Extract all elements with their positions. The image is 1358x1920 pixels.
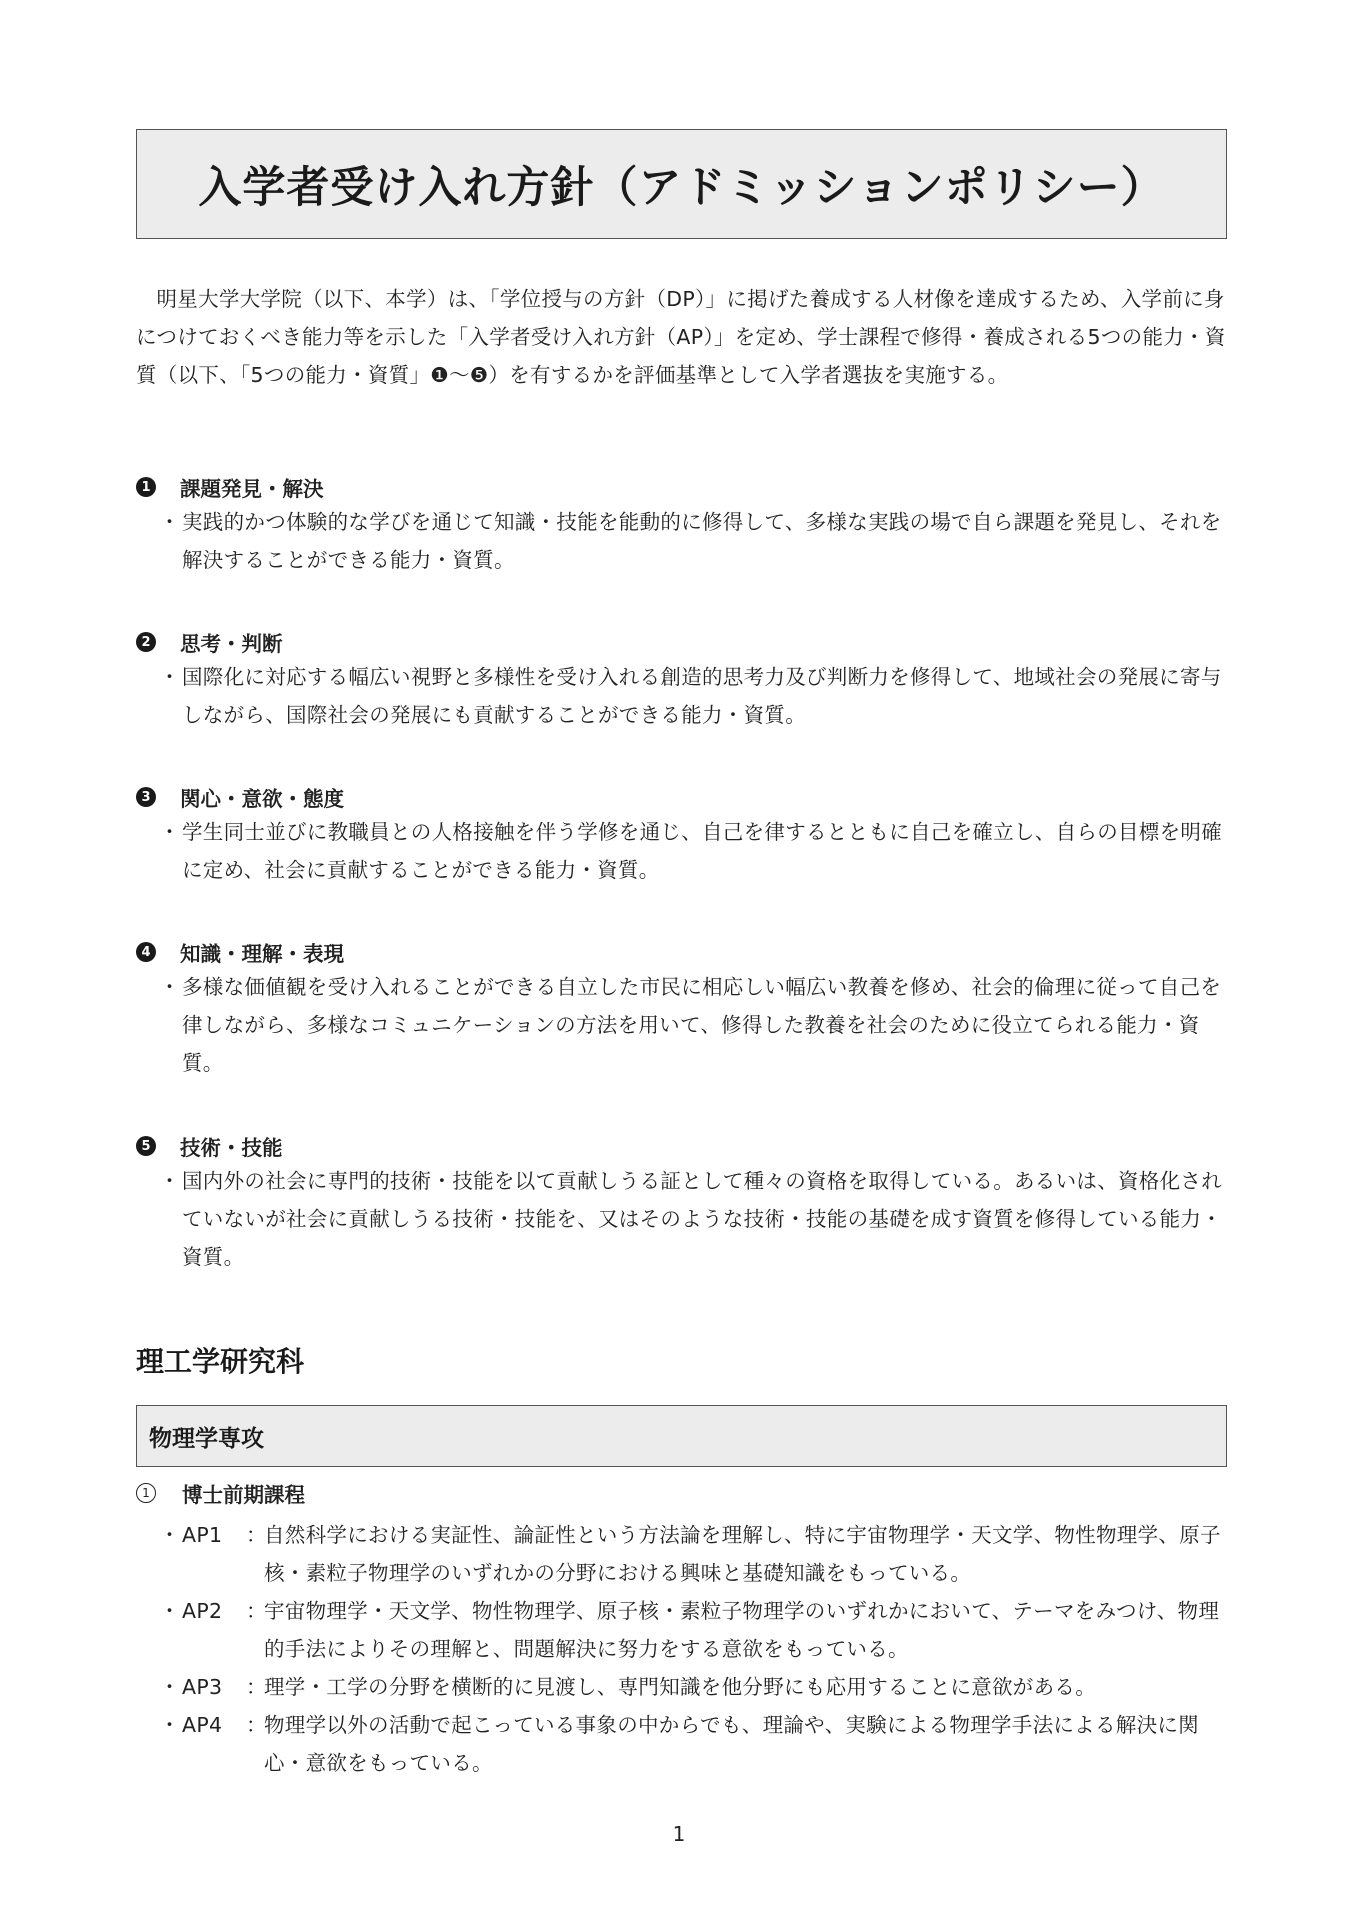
bullet: ・ [159, 1523, 180, 1547]
ap-text: 理学・工学の分野を横断的に見渡し、専門知識を他分野にも応用することに意欲がある。 [264, 1675, 1096, 1699]
bullet: ・ [159, 1599, 180, 1623]
ability-item [136, 627, 1229, 734]
ability-number-icon: 5 [136, 1136, 156, 1156]
ability-item [136, 472, 1229, 579]
ap-colon: ： [246, 1599, 267, 1623]
ability-title: 課題発見・解決 [180, 477, 324, 501]
ability-title: 思考・判断 [180, 632, 283, 656]
course-number-icon: 1 [136, 1483, 156, 1503]
ability-number-icon: 3 [136, 787, 156, 807]
ap-colon: ： [246, 1713, 267, 1737]
course-title: 博士前期課程 [182, 1483, 305, 1507]
ability-title: 知識・理解・表現 [180, 942, 344, 966]
ability-heading [136, 782, 1229, 812]
ability-title: 技術・技能 [180, 1136, 283, 1160]
ap-label: AP3 [182, 1675, 223, 1699]
bullet: ・ [159, 1675, 180, 1699]
section-title: 理工学研究科 [136, 1345, 305, 1378]
page-number: 1 [672, 1822, 686, 1846]
ability-description: 多様な価値観を受け入れることができる自立した市民に相応しい幅広い教養を修め、社会的倫理に従って自己を律しながら、多様なコミュニケーションの方法を用いて、修得した教養を社会のために役立てられる能力・資質。 [182, 975, 1222, 1075]
ap-label: AP2 [182, 1599, 223, 1623]
ability-description: 学生同士並びに教職員との人格接触を伴う学修を通じ、自己を律するとともに自己を確立し、自らの目標を明確に定め、社会に貢献することができる能力・資質。 [182, 820, 1222, 882]
bullet: ・ [159, 665, 180, 689]
ability-heading [136, 627, 1229, 657]
ability-title: 関心・意欲・態度 [180, 787, 344, 811]
page-title: 入学者受け入れ方針（アドミッションポリシー） [198, 162, 1165, 213]
ability-item [136, 937, 1229, 1082]
bullet: ・ [159, 820, 180, 844]
ap-colon: ： [246, 1675, 267, 1699]
bullet: ・ [159, 1713, 180, 1737]
ap-item [136, 1706, 1229, 1782]
bullet: ・ [159, 510, 180, 534]
ability-description: 国際化に対応する幅広い視野と多様性を受け入れる創造的思考力及び判断力を修得して、地域社会の発展に寄与しながら、国際社会の発展にも貢献することができる能力・資質。 [182, 665, 1222, 727]
title-box [136, 129, 1227, 239]
ability-heading [136, 1131, 1229, 1161]
intro-paragraph: 明星大学大学院（以下、本学）は、「学位授与の方針（DP）」に掲げた養成する人材像を達成するため、入学前に身につけておくべき能力等を示した「入学者受け入れ方針（AP）」を定め、学士課程で修得・養成される5つの能力・資質（以下、「5つの能力・資質」❶～❺）を有するかを評価基準として入学者選抜を実施する。 [136, 287, 1226, 387]
ap-text: 宇宙物理学・天文学、物性物理学、原子核・素粒子物理学のいずれかにおいて、テーマをみつけ、物理的手法によりその理解と、問題解決に努力をする意欲をもっている。 [264, 1599, 1220, 1661]
ap-colon: ： [246, 1523, 267, 1547]
ability-number-icon: 4 [136, 942, 156, 962]
ability-item [136, 1131, 1229, 1276]
ap-text: 物理学以外の活動で起こっている事象の中からでも、理論や、実験による物理学手法による解決に関心・意欲をもっている。 [264, 1713, 1199, 1775]
ap-list [136, 1516, 1229, 1782]
subsection-box [136, 1405, 1227, 1467]
bullet: ・ [159, 1169, 180, 1193]
bullet: ・ [159, 975, 180, 999]
ap-item [136, 1668, 1229, 1706]
course-heading [136, 1478, 305, 1508]
ap-label: AP4 [182, 1713, 223, 1737]
subsection-title: 物理学専攻 [149, 1425, 264, 1452]
ability-number-icon: 1 [136, 477, 156, 497]
ability-description: 実践的かつ体験的な学びを通じて知識・技能を能動的に修得して、多様な実践の場で自ら課題を発見し、それを解決することができる能力・資質。 [182, 510, 1222, 572]
ability-number-icon: 2 [136, 632, 156, 652]
ability-heading [136, 472, 1229, 502]
ability-item [136, 782, 1229, 889]
ability-description: 国内外の社会に専門的技術・技能を以て貢献しうる証として種々の資格を取得している。あるいは、資格化されていないが社会に貢献しうる技術・技能を、又はそのような技術・技能の基礎を成す資質を修得している能力・資質。 [182, 1169, 1222, 1269]
ability-heading [136, 937, 1229, 967]
ap-text: 自然科学における実証性、論証性という方法論を理解し、特に宇宙物理学・天文学、物性物理学、原子核・素粒子物理学のいずれかの分野における興味と基礎知識をもっている。 [264, 1523, 1221, 1585]
ap-item [136, 1516, 1229, 1592]
ap-item [136, 1592, 1229, 1668]
ap-label: AP1 [182, 1523, 223, 1547]
